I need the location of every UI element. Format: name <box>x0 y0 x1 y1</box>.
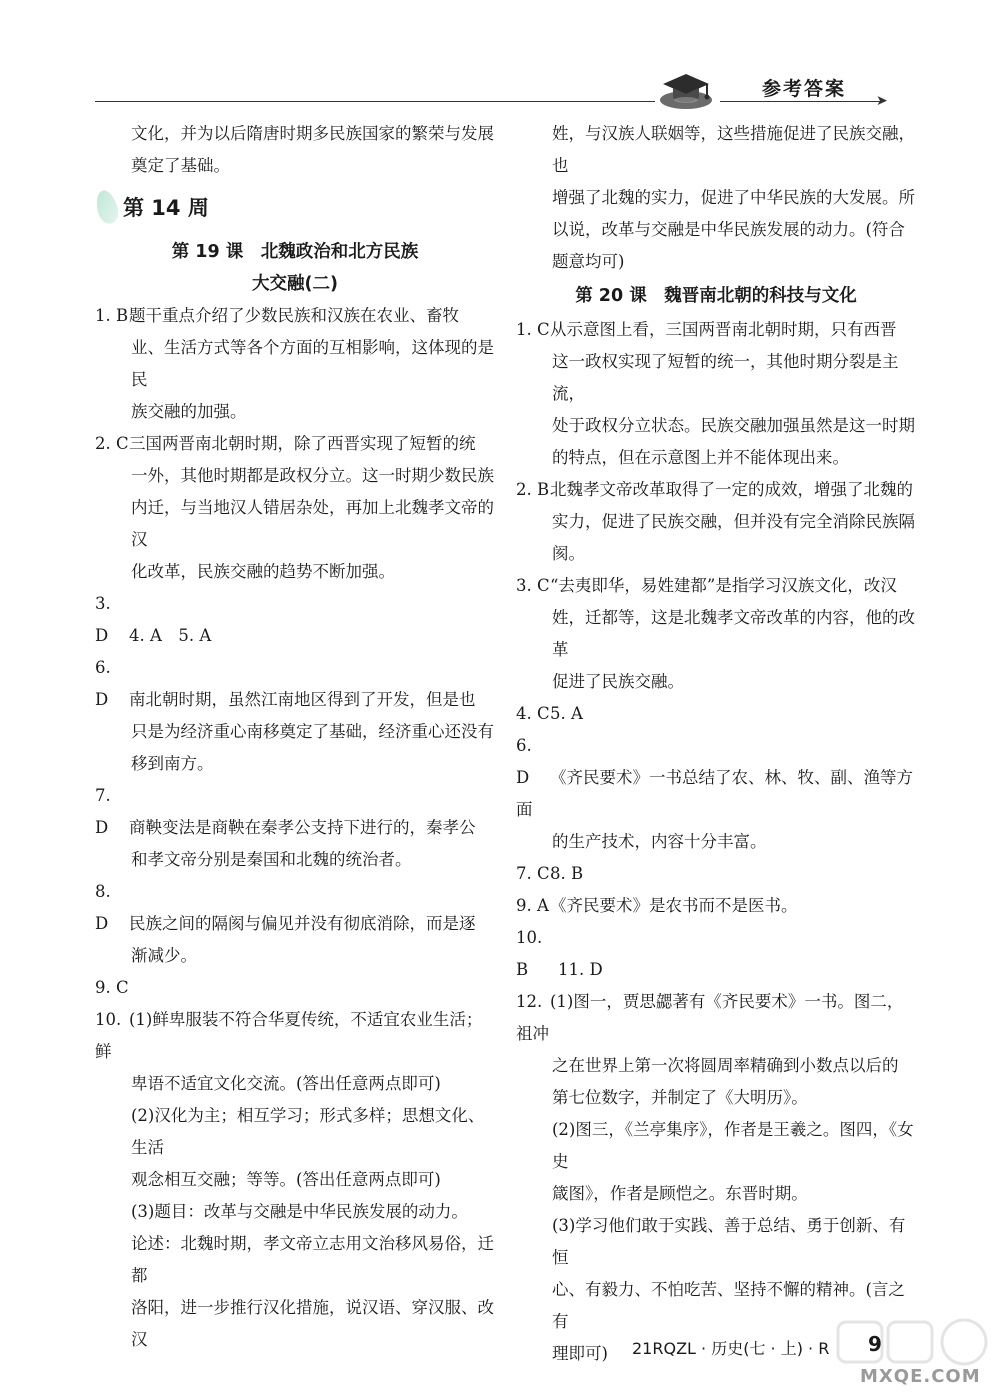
lesson-title: 大交融(二) <box>252 274 338 294</box>
answer-number: 6. D <box>516 736 532 787</box>
answer-item <box>516 698 916 730</box>
answer-line: 的生产技术，内容十分丰富。 <box>552 832 767 851</box>
answer-number: 6. D <box>95 658 111 709</box>
answer-number: 10. <box>95 1010 122 1029</box>
answer-item <box>516 986 916 1370</box>
answer-line: (1)鲜卑服装不符合华夏传统，不适宜农业生活；鲜 <box>95 1010 483 1061</box>
answer-line: 化改革，民族交融的趋势不断加强。 <box>131 562 395 581</box>
answer-number: 7. C <box>516 864 550 883</box>
answer-number: 10. B <box>516 928 543 979</box>
left-column <box>95 118 495 1356</box>
answer-number: 2. C <box>95 434 129 453</box>
arrow-right-icon: ➤ <box>876 93 888 109</box>
answer-line: 洛阳，进一步推行汉化措施，说汉语、穿汉服、改汉 <box>131 1298 494 1349</box>
answer-line: 一外，其他时期都是政权分立。这一时期少数民族 <box>131 466 494 485</box>
answer-number: 3. D <box>95 594 111 645</box>
answer-item <box>95 300 495 428</box>
answer-line: 实力，促进了民族交融，但并没有完全消除民族隔阂。 <box>552 512 915 563</box>
answer-line: (1)图一，贾思勰著有《齐民要术》一书。图二，祖冲 <box>516 992 904 1043</box>
answer-item <box>516 730 916 858</box>
answer-line: 族交融的加强。 <box>131 402 247 421</box>
answer-line: 论述：北魏时期，孝文帝立志用文治移风易俗，迁都 <box>131 1234 494 1285</box>
answer-item <box>95 876 495 972</box>
answer-line: 5. A <box>550 704 583 723</box>
answer-item <box>516 314 916 474</box>
answer-item <box>516 922 916 986</box>
footer-code: 21RQZL · 历史(七 · 上) · R <box>632 1339 830 1358</box>
header-title: 参考答案 <box>762 78 847 100</box>
answer-line: 姓，迁都等，这是北魏孝文帝改革的内容，他的改革 <box>552 608 915 659</box>
answer-line: 处于政权分立状态。民族交融加强虽然是这一时期 <box>552 416 915 435</box>
answer-line: 第七位数字，并制定了《大明历》。 <box>552 1088 808 1107</box>
answer-line: 的特点，但在示意图上并不能体现出来。 <box>552 448 849 467</box>
answer-item <box>516 570 916 698</box>
intro-line: 奠定了基础。 <box>131 156 230 175</box>
answer-line: 箴图》，作者是顾恺之。东晋时期。 <box>552 1184 808 1203</box>
answer-line: 北魏孝文帝改革取得了一定的成效，增强了北魏的 <box>550 480 913 499</box>
answer-number: 4. C <box>516 704 550 723</box>
answer-number: 8. D <box>95 882 111 933</box>
answer-line: 题干重点介绍了少数民族和汉族在农业、畜牧 <box>129 306 459 325</box>
watermark-text: MXQE.COM <box>860 1366 981 1387</box>
intro-line: 文化，并为以后隋唐时期多民族国家的繁荣与发展 <box>131 124 494 143</box>
answer-line: “去夷即华，易姓建都”是指学习汉族文化，改汉 <box>550 576 897 595</box>
page-number: 9 <box>868 1332 882 1356</box>
answer-line: 和孝文帝分别是秦国和北魏的统治者。 <box>131 850 412 869</box>
answer-line: 商鞅变法是商鞅在秦孝公支持下进行的，秦孝公 <box>129 818 476 837</box>
answer-line: 促进了民族交融。 <box>552 672 684 691</box>
answer-line: 4. A 5. A <box>129 626 212 645</box>
lesson-title: 第 20 课 魏晋南北朝的科技与文化 <box>575 286 857 306</box>
answer-line: 民族之间的隔阂与偏见并没有彻底消除，而是逐 <box>129 914 476 933</box>
continued-line: 题意均可) <box>552 252 625 271</box>
header-rule-right <box>720 101 880 102</box>
answer-line: 心、有毅力、不怕吃苦、坚持不懈的精神。(言之有 <box>552 1280 905 1331</box>
answer-line: 业、生活方式等各个方面的互相影响，这体现的是民 <box>131 338 494 389</box>
answer-line: (2)汉化为主；相互学习；形式多样；思想文化、生活 <box>131 1106 485 1157</box>
answer-line: 卑语不适宜文化交流。(答出任意两点即可) <box>131 1074 441 1093</box>
answer-item <box>95 428 495 588</box>
answer-number: 1. C <box>516 320 550 339</box>
continued-line: 以说，改革与交融是中华民族发展的动力。(符合 <box>552 220 905 239</box>
answer-item <box>95 652 495 780</box>
answer-number: 12. <box>516 992 543 1011</box>
answer-line: (3)学习他们敢于实践、善于总结、勇于创新、有恒 <box>552 1216 906 1267</box>
answer-item <box>95 588 495 652</box>
lesson-title: 第 19 课 北魏政治和北方民族 <box>171 242 419 262</box>
answer-line: 《齐民要术》是农书而不是医书。 <box>550 896 798 915</box>
answer-line: 11. D <box>558 960 603 979</box>
answer-line: 理即可) <box>552 1344 608 1363</box>
answer-line: (2)图三，《兰亭集序》，作者是王羲之。图四，《女史 <box>552 1120 914 1171</box>
answer-line: 《齐民要术》一书总结了农、林、牧、副、渔等方面 <box>516 768 913 819</box>
answer-line: 观念相互交融；等等。(答出任意两点即可) <box>131 1170 441 1189</box>
answer-number: 9. A <box>516 896 549 915</box>
week-heading <box>95 188 495 230</box>
answer-line: 之在世界上第一次将圆周率精确到小数点以后的 <box>552 1056 899 1075</box>
continued-line: 姓，与汉族人联姻等，这些措施促进了民族交融，也 <box>552 124 915 175</box>
answer-number: 2. B <box>516 480 550 499</box>
graduation-cap-icon <box>655 62 717 112</box>
answer-item <box>95 1004 495 1356</box>
answer-item <box>516 474 916 570</box>
header-rule-left <box>95 101 655 102</box>
answer-line: 只是为经济重心南移奠定了基础，经济重心还没有 <box>131 722 494 741</box>
answer-number: 9. C <box>95 978 129 997</box>
answer-number: 1. B <box>95 306 129 325</box>
answer-item <box>95 780 495 876</box>
answer-line: 内迁，与当地汉人错居杂处，再加上北魏孝文帝的汉 <box>131 498 494 549</box>
answer-line: 南北朝时期，虽然江南地区得到了开发，但是也 <box>129 690 476 709</box>
answer-line: (3)题目：改革与交融是中华民族发展的动力。 <box>131 1202 468 1221</box>
answer-line: 从示意图上看，三国两晋南北朝时期，只有西晋 <box>550 320 897 339</box>
answer-item <box>516 890 916 922</box>
answer-line: 8. B <box>550 864 584 883</box>
continued-line: 增强了北魏的实力，促进了中华民族的大发展。所 <box>552 188 915 207</box>
answer-line: 移到南方。 <box>131 754 214 773</box>
answer-number: 3. C <box>516 576 550 595</box>
answer-item <box>516 858 916 890</box>
leaf-icon <box>93 188 121 226</box>
week-title: 第 14 周 <box>123 196 209 220</box>
right-column <box>516 118 916 1370</box>
answer-item <box>95 972 495 1004</box>
answer-line: 渐减少。 <box>131 946 197 965</box>
answer-line: 这一政权实现了短暂的统一，其他时期分裂是主流， <box>552 352 899 403</box>
answer-number: 7. D <box>95 786 111 837</box>
answer-line: 三国两晋南北朝时期，除了西晋实现了短暂的统 <box>129 434 476 453</box>
